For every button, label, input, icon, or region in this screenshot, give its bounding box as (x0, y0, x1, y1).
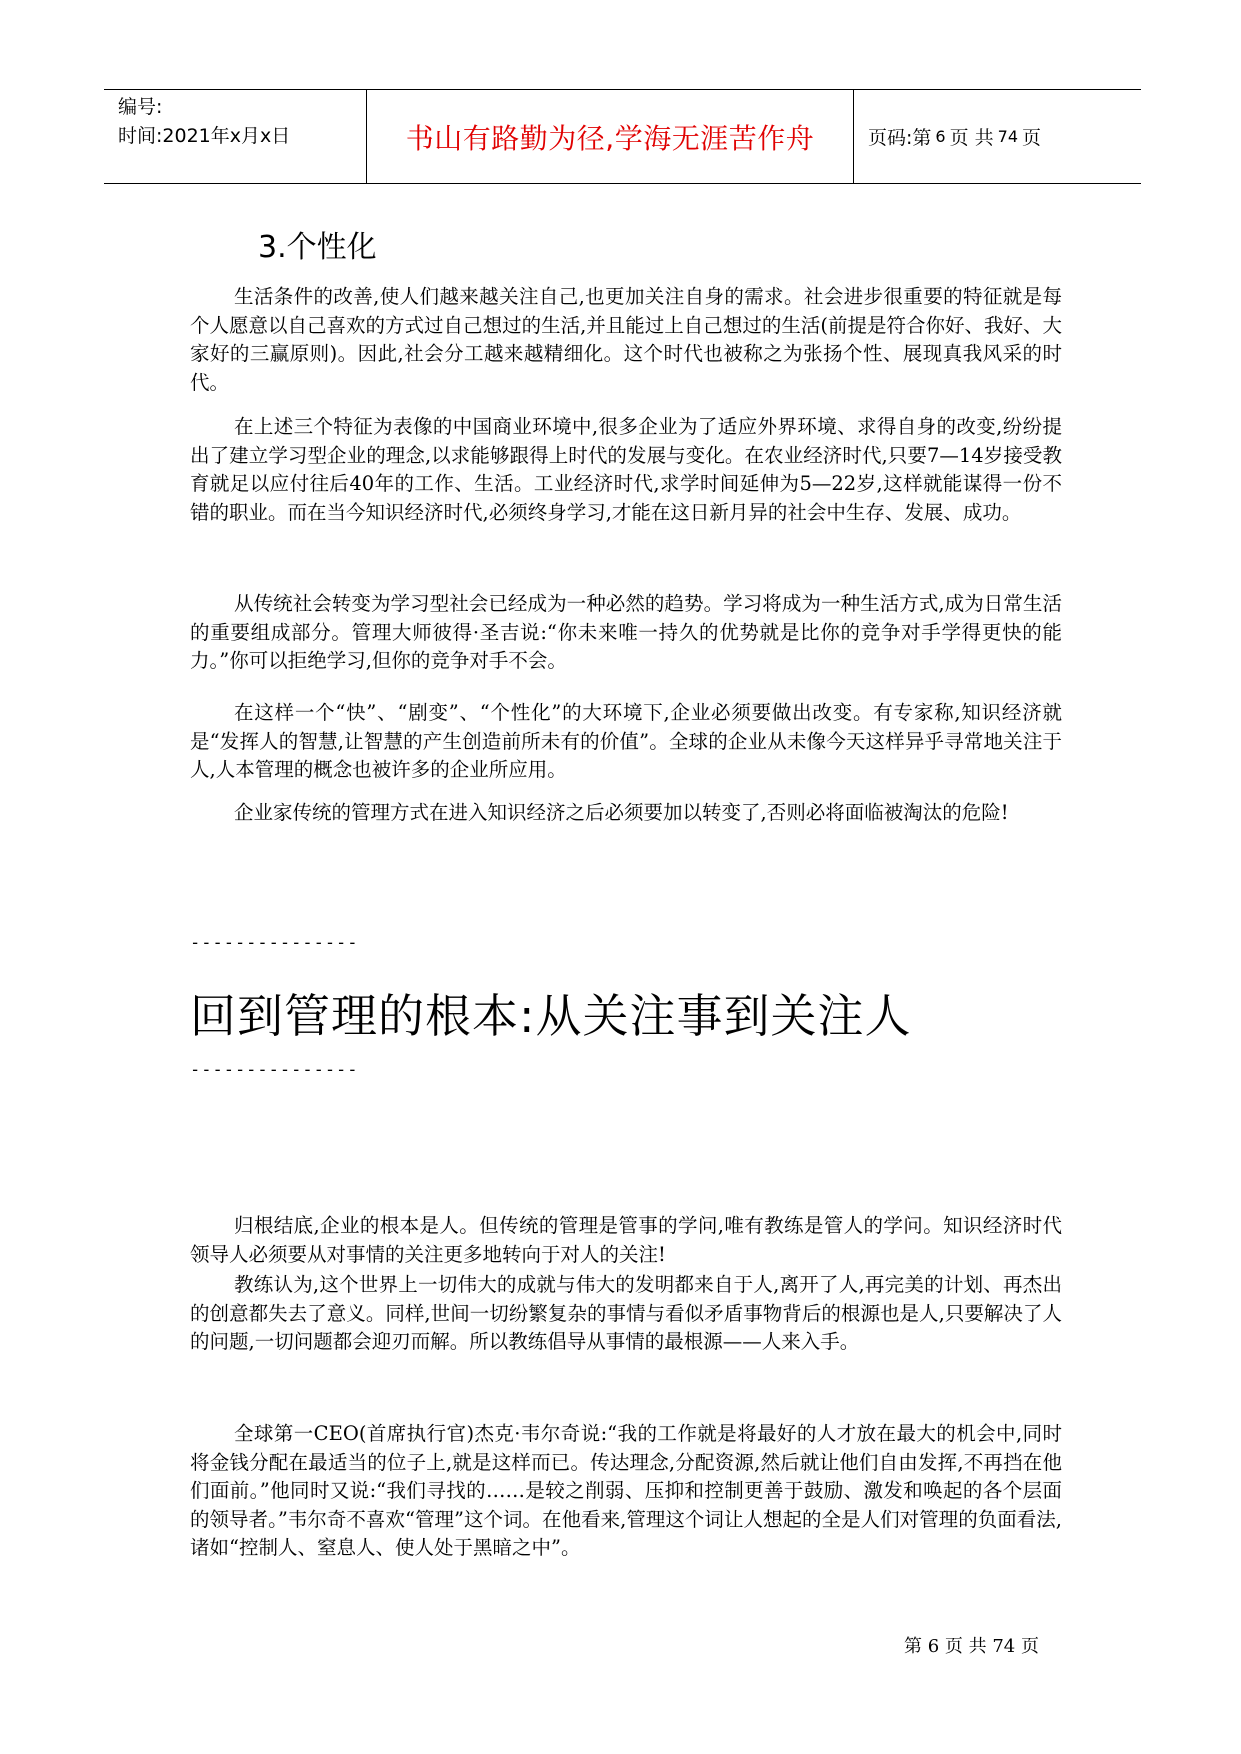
page-footer: 第 6 页 共 74 页 (904, 1636, 1039, 1657)
section-paragraph: 在上述三个特征为表像的中国商业环境中,很多企业为了适应外界环境、求得自身的改变,纷纷提出了建立学习型企业的理念,以求能够跟得上时代的发展与变化。在农业经济时代,只要7—14岁接受教育就足以应付往后40年的工作、生活。工业经济时代,求学时间延伸为5—22岁,这样就能谋得一份不错的职业。而在当今知识经济时代,必须终身学习,才能在这日新月异的社会中生存、发展、成功。 (190, 415, 1062, 524)
section-paragraph: 生活条件的改善,使人们越来越关注自己,也更加关注自身的需求。社会进步很重要的特征就是每个人愿意以自己喜欢的方式过自己想过的生活,并且能过上自己想过的生活(前提是符合你好、我好、大家好的三赢原则)。因此,社会分工越来越精细化。这个时代也被称之为张扬个性、展现真我风采的时代。 (190, 285, 1062, 394)
page-header (104, 89, 1141, 184)
section-paragraph: 从传统社会转变为学习型社会已经成为一种必然的趋势。学习将成为一种生活方式,成为日常生活的重要组成部分。管理大师彼得·圣吉说:“你未来唯一持久的优势就是比你的竞争对手学得更快的能力。”你可以拒绝学习,但你的竞争对手不会。 (190, 592, 1062, 672)
article-paragraph: 教练认为,这个世界上一切伟大的成就与伟大的发明都来自于人,离开了人,再完美的计划、再杰出的创意都失去了意义。同样,世间一切纷繁复杂的事情与看似矛盾事物背后的根源也是人,只要解决了人的问题,一切问题都会迎刃而解。所以教练倡导从事情的最根源——人来入手。 (190, 1273, 1062, 1353)
page-suffix: 页 (1022, 127, 1042, 149)
page-number: 6 (935, 127, 946, 146)
page-mid: 页 共 (949, 127, 994, 149)
page-prefix: 页码:第 (868, 127, 932, 149)
divider-top: --------------- (190, 933, 359, 953)
article-paragraph: 归根结底,企业的根本是人。但传统的管理是管事的学问,唯有教练是管人的学问。知识经济时代领导人必须要从对事情的关注更多地转向于对人的关注! (190, 1214, 1062, 1266)
article-title: 回到管理的根本:从关注事到关注人 (190, 989, 912, 1043)
section-subheading: 3.个性化 (258, 230, 377, 265)
document-number-label: 编号: (118, 96, 163, 118)
section-paragraph: 企业家传统的管理方式在进入知识经济之后必须要加以转变了,否则必将面临被淘汰的危险! (234, 801, 1009, 824)
header-page-info (854, 90, 1141, 183)
header-motto: 书山有路勤为径,学海无涯苦作舟 (367, 90, 854, 183)
page-total: 74 (997, 127, 1018, 146)
header-left-cell (104, 90, 367, 183)
document-time-label: 时间:2021年x月x日 (118, 125, 291, 147)
divider-bottom: --------------- (190, 1060, 359, 1080)
section-paragraph: 在这样一个“快”、“剧变”、“个性化”的大环境下,企业必须要做出改变。有专家称,知识经济就是“发挥人的智慧,让智慧的产生创造前所未有的价值”。全球的企业从未像今天这样异乎寻常地关注于人,人本管理的概念也被许多的企业所应用。 (190, 701, 1062, 781)
article-paragraph: 全球第一CEO(首席执行官)杰克·韦尔奇说:“我的工作就是将最好的人才放在最大的机会中,同时将金钱分配在最适当的位子上,就是这样而已。传达理念,分配资源,然后就让他们自由发挥,不再挡在他们面前。”他同时又说:“我们寻找的……是较之削弱、压抑和控制更善于鼓励、激发和唤起的各个层面的领导者。”韦尔奇不喜欢“管理”这个词。在他看来,管理这个词让人想起的全是人们对管理的负面看法,诸如“控制人、窒息人、使人处于黑暗之中”。 (190, 1422, 1062, 1559)
